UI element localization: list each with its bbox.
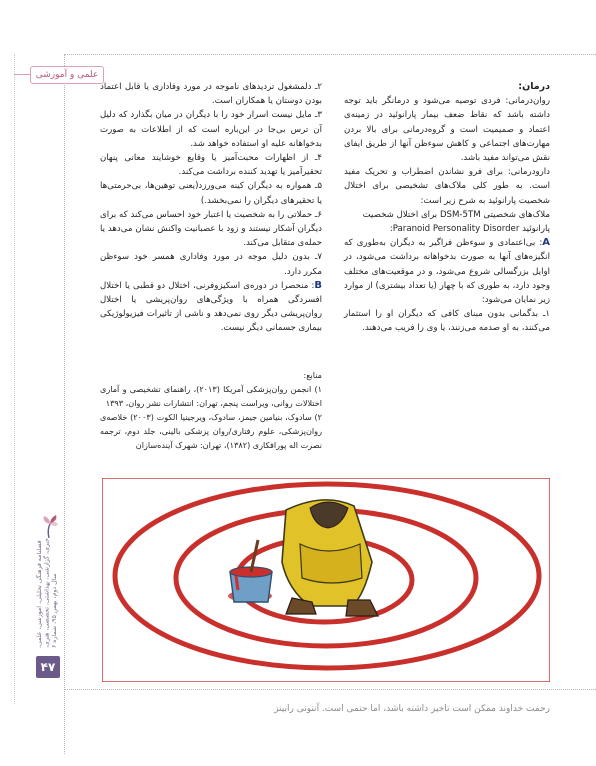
criterion-item-7: ۷ـ بدون دلیل موجه در مورد وفاداری همسر خود سوءظن مکرر دارد. (100, 252, 322, 277)
right-text-column (344, 80, 550, 336)
criterion-item-3: ۳ـ مایل نیست اسرار خود را با دیگران در میان بگذارد که دلیل آن ترس بی‌جا در این‌باره است که از اطلاعات به صورت بدخواهانه علیه او استفاده خواهد شد. (100, 110, 322, 149)
criteria-intro-a: ملاک‌های شخصیتی (483, 209, 550, 220)
criterion-a-text: : بی‌اعتمادی و سوءظن فراگیر به دیگران به‌طوری که انگیزه‌های آنها به صورت بدخواهانه برداشت می‌شود، در اوایل بزرگسالی شروع می‌شود، و در موقعیت‌های مختلف وجود دارد، به طوری که با چهار (یا تعداد بیشتری) از موارد زیر نمایان می‌شود: (344, 238, 550, 306)
treatment-heading: درمان: (518, 81, 550, 92)
issue-info-vertical: فصلنامه فرهنگی تحلیلی، آموزشی، علمی، خبری، گزارشی، بهداشتی، تخصصی، هنری، سال دوم، بهمن ۹۵، شماره ۶ (36, 538, 58, 648)
paranoid-target-illustration (102, 478, 550, 682)
disorder-name-en: Paranoid Personality Disorder (392, 224, 520, 235)
criterion-b-letter: B (314, 279, 322, 291)
left-dotted-rule (64, 54, 65, 754)
disorder-name: پارانوئید Paranoid Personality Disorder: (389, 224, 550, 235)
footer-quote: رحمت خداوند ممکن است تاخیر داشته باشد، اما حتمی است. آنتونی رابینز (274, 704, 550, 714)
pharmacotherapy-paragraph: دارودرمانی: برای فرو نشاندن اضطراب و تحریک مفید است. به طور کلی ملاک‌های تشخیصی برای اختلال شخصیت پارانوئید به شرح زیر است: (344, 167, 550, 206)
criterion-item-5: ۵ـ همواره به دیگران کینه می‌ورزد(یعنی توهین‌ها، بی‌حرمتی‌ها یا تحقیرهای دیگران را نمی‌بخشد.) (100, 181, 322, 206)
criterion-item-4: ۴ـ از اظهارات محبت‌آمیز یا وقایع خوشایند معانی پنهان تحقیرآمیز یا تهدید کننده برداشت می‌کند. (100, 153, 322, 178)
section-tab-connector (14, 74, 30, 75)
section-label: علمی و آموزشی (35, 70, 99, 80)
criterion-b-text: : منحصرا در دوره‌ی اسکیزوفرنی، اختلال دو قطبی یا اختلال افسردگی همراه با ویژگی‌های روان‌پریشی یا اختلال روان‌پریشی دیگر روی نمی‌دهد و ناشی از تاثیرات فیزیولوژیکی بیماری جسمانی دیگر نیست. (100, 280, 322, 334)
criterion-a-letter: A (542, 237, 550, 249)
criterion-b (100, 279, 322, 336)
section-label-tab (30, 66, 104, 84)
top-dotted-rule (64, 54, 596, 55)
criterion-item-2: ۲ـ دلمشغول تردیدهای ناموجه در مورد وفاداری یا قابل اعتماد بودن دوستان یا همکاران است. (100, 82, 322, 107)
outer-dotted-guide (14, 54, 15, 704)
criterion-item-6: ۶ـ حملاتی را به شخصیت یا اعتبار خود احساس می‌کند که برای دیگران آشکار نیستند و زود با عصبانیت واکنش نشان می‌دهد یا حمله‌ی متقابل می‌کند. (100, 209, 322, 249)
reference-1: ۱) انجمن روان‌پزشکی آمریکا (۲۰۱۳)، راهنمای تشخیصی و آماری اختلالات روانی، ویراست پنجم، تهران: انتشارات نشر روان، ۱۳۹۳ (100, 384, 322, 408)
criterion-item-1: ۱ـ بدگمانی بدون مبنای کافی که دیگران او را استثمار می‌کنند، به او صدمه می‌زنند، یا وی را فریب می‌دهند. (344, 309, 550, 334)
criteria-intro (344, 208, 550, 222)
criterion-a (344, 236, 550, 307)
reference-2: ۲) سادوک، بنیامین جیمز، سادوک، ویرجینیا الکوت (۲۰۰۳) خلاصه‌ی روان‌پزشکی، علوم رفتاری/روان پزشکی بالینی، جلد دوم، ترجمه نصرت اله پورافکاری (۱۳۸۲)، تهران: شهرک آینده‌سازان (100, 412, 322, 450)
psychotherapy-paragraph: روان‌درمانی: فردی توصیه می‌شود و درمانگر باید توجه داشته باشد که نقاط ضعف بیمار پارانوئید در زمینه‌ی اعتماد و صمیمیت است و گروه‌درمانی برای بالا بردن مهارت‌های اجتماعی و کاهش سوءظن آنها از طریق ایفای نقش می‌تواند مفید باشد. (344, 96, 550, 164)
disorder-name-fa: پارانوئید (522, 224, 550, 235)
criteria-intro-b: برای اختلال شخصیت (362, 209, 438, 220)
page-number-value: ۴۷ (40, 660, 56, 674)
references-heading: منابع: (303, 370, 322, 380)
page-number (36, 656, 60, 678)
left-text-column (100, 80, 322, 336)
references-block (100, 368, 322, 452)
dsm-label: DSM-5TM (439, 209, 481, 220)
bottom-dotted-rule (64, 689, 596, 690)
